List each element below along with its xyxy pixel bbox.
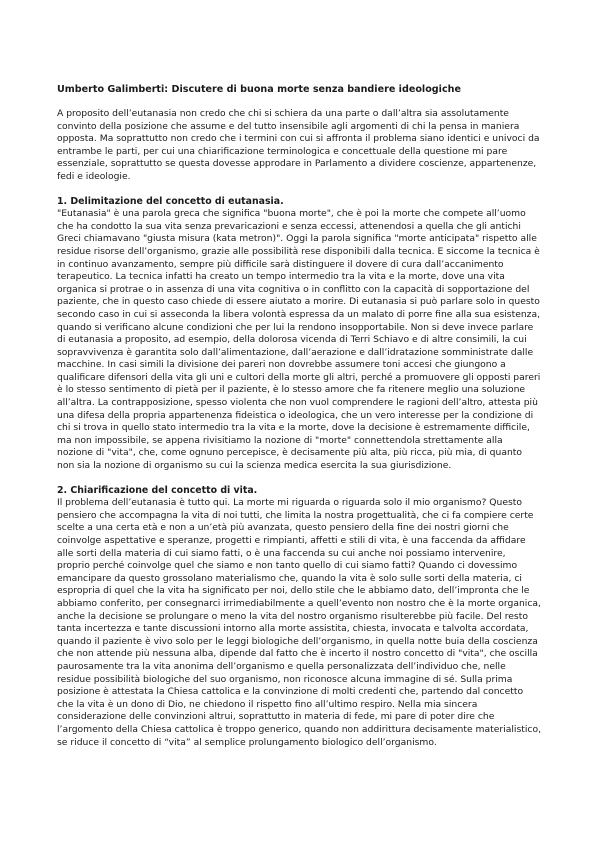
section-body: "Eutanasia" è una parola greca che significa "buona morte", che è poi la morte che compete all’uomo che ha condotto la sua vita senza prevaricazioni e senza eccessi, attenendosi a quella che gli antichi Greci chiamavano "giusta misura (kata metron)". Oggi la parola significa "morte anticipata" rispetto alle residue risorse dell’organismo, grazie alle possibilità rese disponibili dalla tecnica. E siccome la tecnica è in continuo avanzamento, sempre più difficile sarà distinguere il dovere di cura dall’accanimento terapeutico. La tecnica infatti ha creato un tempo intermedio tra la vita e la morte, dove una vita organica si protrae o in assenza di una vita cognitiva o in conflitto con la capacità di sopportazione del paziente, che in questo caso chiede di essere aiutato a morire. Di eutanasia si può parlare solo in questo secondo caso in cui si asseconda la libera volontà espressa da un malato di porre fine alla sua esistenza, quando si verificano alcune condizioni che per lui la rendono insopportabile. Non si deve invece parlare di eutanasia a proposito, ad esempio, della dolorosa vicenda di Terri Schiavo e di altre consimili, la cui sopravvivenza è garantita solo dall’alimentazione, dall’aerazione e dall’idratazione somministrate dalle macchine. In casi simili la divisione dei pareri non dovrebbe assumere toni accesi che giungono a qualificare difensori della vita gli uni e cultori della morte gli altri, perché a promuovere gli opposti pareri è lo stesso sentimento di pietà per il paziente, è lo stesso amore che fa ritenere meglio una soluzione all’altra. La contrapposizione, spesso violenta che non vuol comprendere le ragioni dell’altro, attesta più una difesa della propria appartenenza fideistica o ideologica, che un vero interesse per la condizione di chi si trova in quello stato intermedio tra la vita e la morte, dove la decisione è estremamente difficile, ma non impossibile, se appena rivisitiamo la nozione di "morte" connettendola strettamente alla nozione di "vita", che, come ognuno percepisce, è decisamente più alta, più ricca, più mia, di quanto non sia la nozione di organismo su cui la scienza medica esercita la sua giurisdizione. bbox=[57, 208, 541, 472]
document-title: Umberto Galimberti: Discutere di buona morte senza bandiere ideologiche bbox=[57, 84, 461, 95]
section-2 bbox=[57, 485, 541, 749]
intro-paragraph: A proposito dell’eutanasia non credo che chi si schiera da una parte o dall’altra sia assolutamente convinto della posizione che assume e del tutto insensibile agli argomenti di chi la pensa in maniera opposta. Ma soprattutto non credo che i termini con cui si affronta il problema siano identici e univoci da entrambe le parti, per cui una chiarificazione terminologica e concettuale della questione mi pare essenziale, soprattutto se questa dovesse approdare in Parlamento a dividere coscienze, appartenenze, fedi e ideologie. bbox=[57, 108, 540, 182]
section-heading: 1. Delimitazione del concetto di eutanasia. bbox=[57, 195, 284, 207]
document-page bbox=[57, 83, 541, 761]
section-heading: 2. Chiarificazione del concetto di vita. bbox=[57, 484, 258, 496]
section-1 bbox=[57, 196, 541, 473]
section-body: Il problema dell’eutanasia è tutto qui. La morte mi riguarda o riguarda solo il mio organismo? Questo pensiero che accompagna la vita di noi tutti, che limita la nostra progettualità, che ci fa compiere certe scelte a una certa età e non a un’età più avanzata, questo pensiero della fine dei nostri giorni che coinvolge aspettative e speranze, progetti e rimpianti, affetti e stili di vita, è una faccenda da affidare alle sorti della materia di cui siamo fatti, o è una faccenda su cui anche noi possiamo intervenire, proprio perché coinvolge quel che siamo e non tanto quello di cui siamo fatti? Quando ci dovessimo emancipare da questo grossolano materialismo che, quando la vita è solo sulle sorti della materia, ci espropria di quel che la vita ha significato per noi, dello stile che le abbiamo dato, dell’impronta che le abbiamo conferito, per consegnarci irrimediabilmente a quell’evento non nostro che è la morte organica, anche la decisione se prolungare o meno la vita del nostro organismo risulterebbe più facile. Del resto tanta incertezza e tante discussioni intorno alla morte assistita, chiesta, invocata e talvolta accordata, quando il paziente è vivo solo per le leggi biologiche dell’organismo, in quella notte buia della coscienza che non attende più nessuna alba, dipende dal fatto che è incerto il nostro concetto di "vita", che oscilla paurosamente tra la vita anonima dell’organismo e quella personalizzata dell’individuo che, nelle residue possibilità biologiche del suo organismo, non riconosce alcuna immagine di sé. Sulla prima posizione è attestata la Chiesa cattolica e la convinzione di molti credenti che, partendo dal concetto che la vita è un dono di Dio, ne chiedono il rispetto fino all’ultimo respiro. Nella mia sincera considerazione delle convinzioni altrui, soprattutto in materia di fede, mi pare di poter dire che l’argomento della Chiesa cattolica è troppo generico, quando non addirittura decisamente materialistico, se riduce il concetto di “vita” al semplice prolungamento biologico dell’organismo. bbox=[57, 497, 541, 748]
